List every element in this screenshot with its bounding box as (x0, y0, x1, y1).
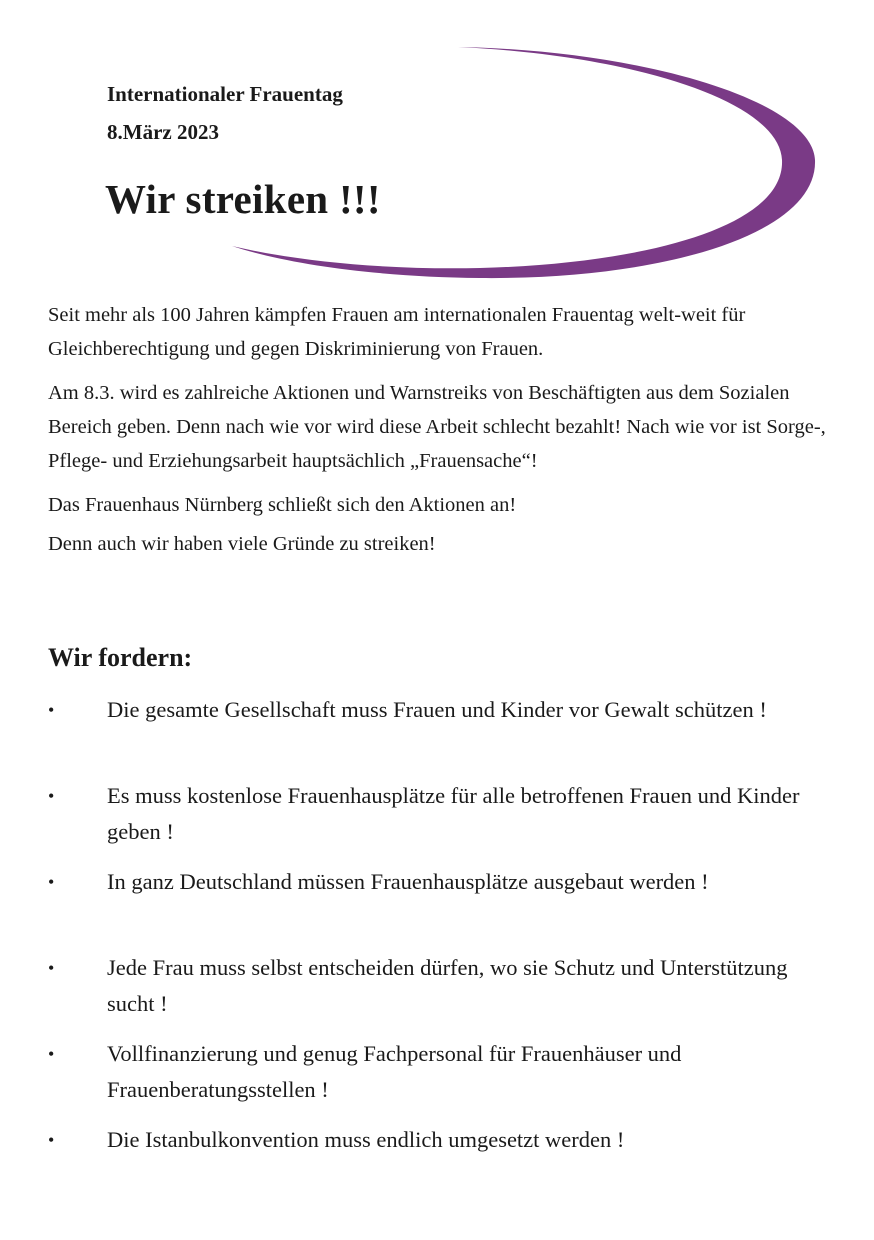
demands-title: Wir fordern: (48, 643, 193, 672)
event-date: 8.März 2023 (107, 120, 219, 144)
list-item (48, 778, 838, 850)
list-item (48, 1122, 838, 1158)
list-item (48, 692, 838, 764)
demand-text: Die Istanbulkonvention muss endlich umgesetzt werden ! (107, 1127, 625, 1152)
intro-paragraph: Das Frauenhaus Nürnberg schließt sich den Aktionen an! (48, 494, 517, 516)
list-item (48, 950, 838, 1022)
purple-swoosh-decoration (0, 0, 874, 320)
bullet-icon: • (48, 1044, 55, 1064)
list-item (48, 1036, 838, 1108)
headline: Wir streiken !!! (105, 176, 381, 222)
intro-paragraph: Am 8.3. wird es zahlreiche Aktionen und Warnstreiks von Beschäftigten aus dem Sozialen Bereich geben. Denn nach wie vor wird diese Arbeit schlecht bezahlt! Nach wie vor ist Sorge-, Pflege- und Erziehungsarbeit hauptsächlich „Frauensache“! (48, 382, 826, 472)
bullet-icon: • (48, 872, 55, 892)
intro-text (48, 298, 838, 571)
demand-text: In ganz Deutschland müssen Frauenhausplätze ausgebaut werden ! (107, 869, 709, 894)
demands-list (48, 692, 838, 1172)
intro-paragraph: Seit mehr als 100 Jahren kämpfen Frauen am internationalen Frauentag welt-weit für Gleichberechtigung und gegen Diskriminierung von Frauen. (48, 304, 746, 360)
bullet-icon: • (48, 786, 55, 806)
demand-text: Vollfinanzierung und genug Fachpersonal für Frauenhäuser und Frauenberatungsstellen ! (107, 1041, 682, 1102)
bullet-icon: • (48, 700, 55, 720)
demand-text: Jede Frau muss selbst entscheiden dürfen, wo sie Schutz und Unterstützung sucht ! (107, 955, 788, 1016)
demand-text: Es muss kostenlose Frauenhausplätze für alle betroffenen Frauen und Kinder geben ! (107, 783, 800, 844)
event-name: Internationaler Frauentag (107, 82, 343, 106)
intro-paragraph: Denn auch wir haben viele Gründe zu streiken! (48, 533, 436, 555)
list-item (48, 864, 838, 936)
demand-text: Die gesamte Gesellschaft muss Frauen und Kinder vor Gewalt schützen ! (107, 697, 767, 722)
bullet-icon: • (48, 958, 55, 978)
bullet-icon: • (48, 1130, 55, 1150)
